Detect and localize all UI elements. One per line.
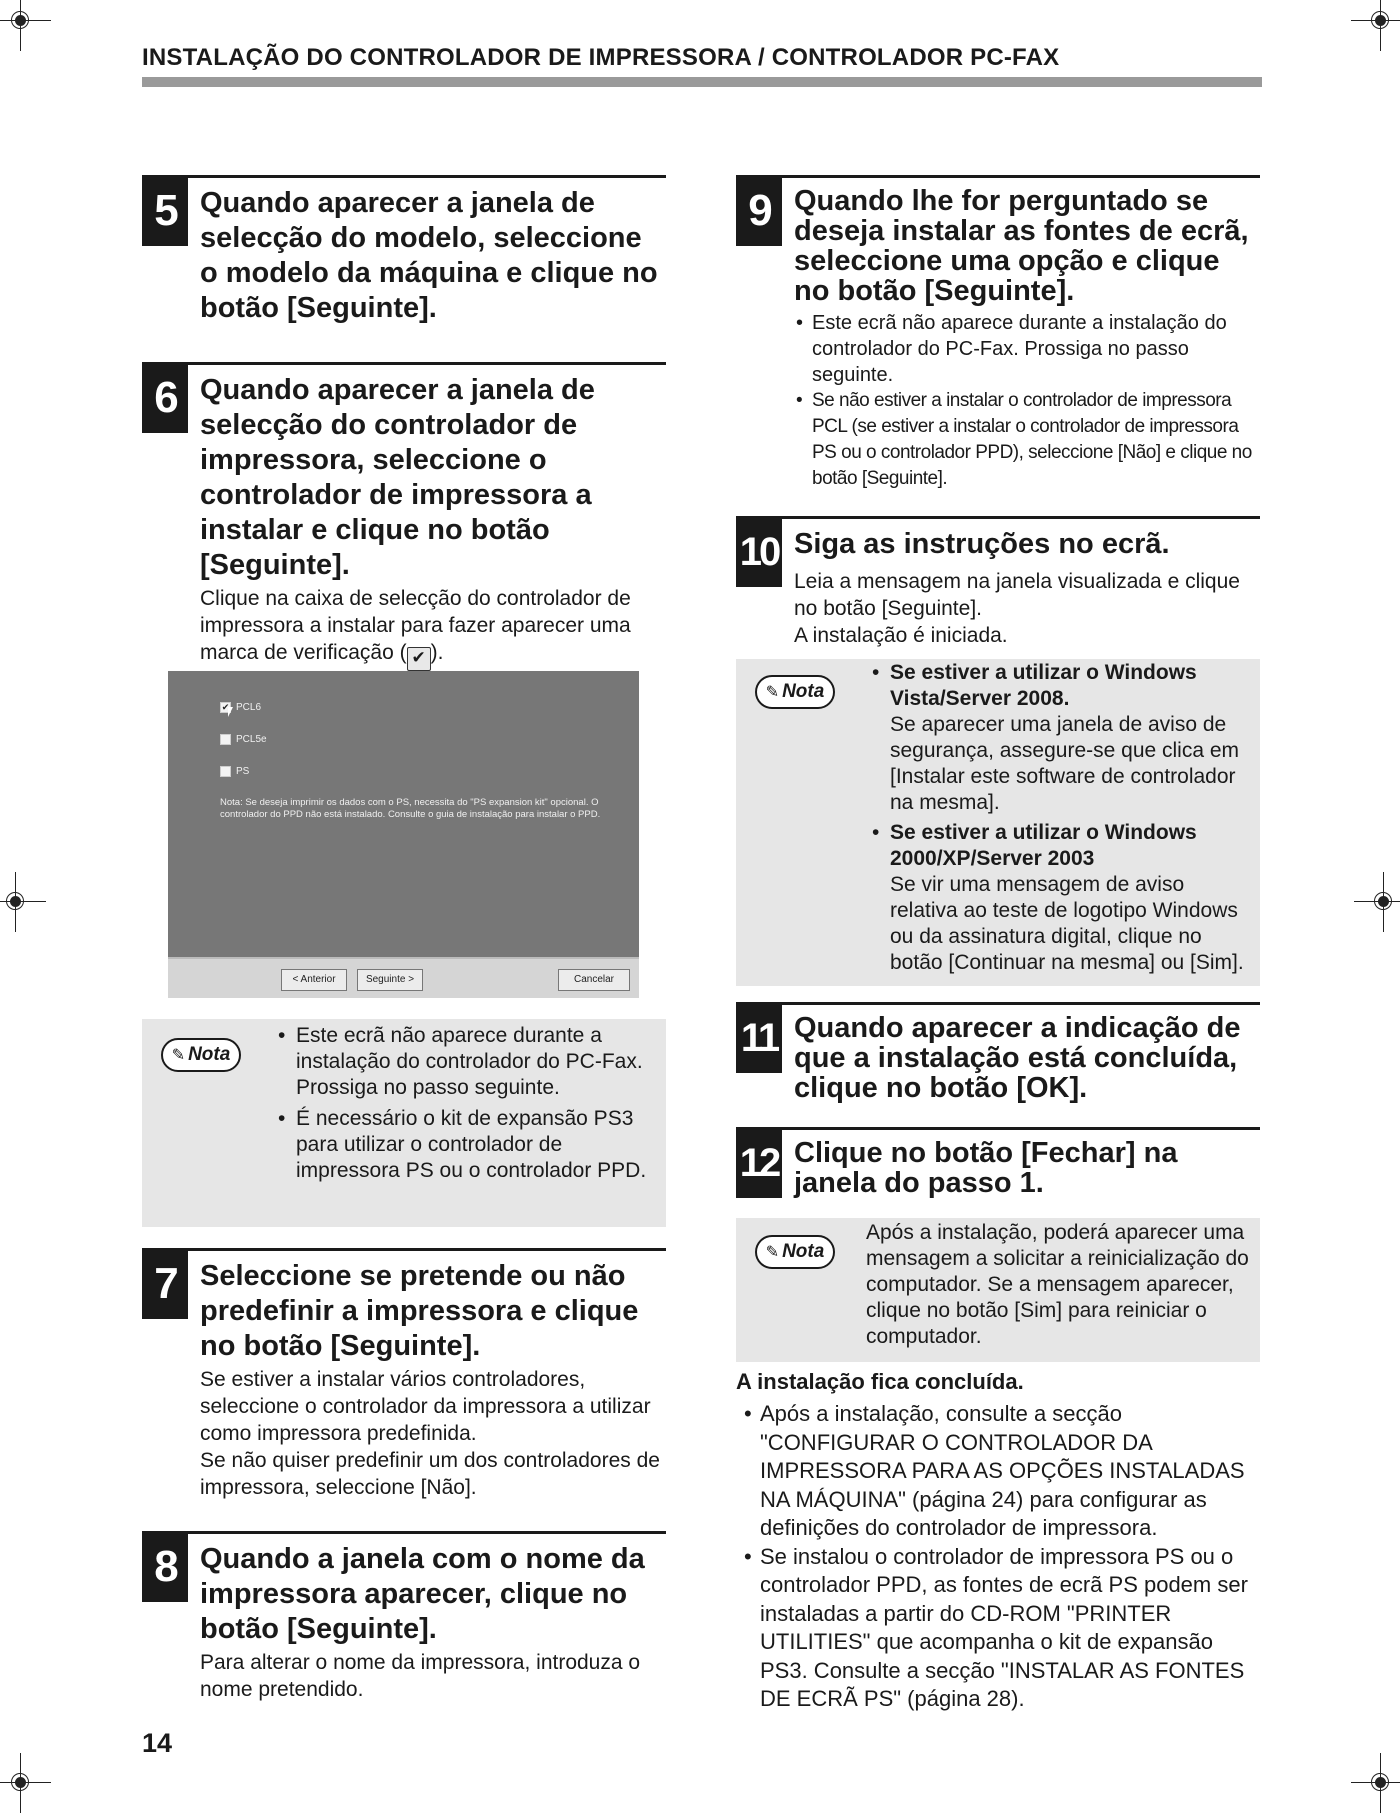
option-pcl6[interactable]: ✔ PCL6 (221, 702, 262, 713)
step-body: Leia a mensagem na janela visualizada e clique no botão [Seguinte]. A instalação é iniciada. (794, 570, 1240, 647)
registration-mark-icon (0, 880, 38, 924)
step-number: 8 (142, 1534, 188, 1602)
note-list (872, 660, 1256, 976)
header-rule (142, 77, 1262, 87)
registration-mark-icon (1359, 0, 1400, 43)
page-number: 14 (142, 1728, 173, 1758)
step-body (796, 310, 1260, 492)
step-title: Siga as instruções no ecrã. (794, 528, 1170, 560)
step-title: Quando aparecer a indicação de que a instalação está concluída, clique no botão [OK]. (794, 1012, 1241, 1104)
step-title: Quando aparecer a janela de selecção do modelo, seleccione o modelo da máquina e clique no botão [Seguinte]. (200, 187, 658, 324)
registration-mark-icon (0, 0, 43, 43)
final-item: • Se instalou o controlador de impressora PS ou o controlador PPD, as fontes de ecrã PS podem ser instaladas a partir do CD-ROM "PRINTER UTILITIES" que acompanha o kit de expansão PS3. Consulte a secção "INSTALAR AS FONTES DE ECRÃ PS" (página 28). (744, 1543, 1260, 1714)
step-8 (142, 1531, 666, 1703)
next-button[interactable]: Seguinte > (357, 969, 423, 991)
final-list (744, 1400, 1260, 1714)
step-title: Quando aparecer a janela de selecção do controlador de impressora, seleccione o controlador de impressora a instalar e clique no botão [Seguinte]. (200, 374, 595, 581)
pencil-icon: ✎ (171, 1047, 186, 1064)
registration-mark-icon (1359, 1761, 1400, 1805)
step-title: Seleccione se pretende ou não predefinir a impressora e clique no botão [Seguinte]. (200, 1260, 639, 1362)
step-body: Para alterar o nome da impressora, introduza o nome pretendido. (200, 1651, 641, 1701)
step-title: Clique no botão [Fechar] na janela do passo 1. (794, 1137, 1178, 1199)
step-number: 7 (142, 1251, 188, 1319)
step-5 (142, 175, 666, 356)
page-header-title: INSTALAÇÃO DO CONTROLADOR DE IMPRESSORA / CONTROLADOR PC-FAX (142, 44, 1060, 71)
pencil-icon: ✎ (765, 1244, 780, 1261)
step-number: 9 (736, 178, 782, 246)
note-box (142, 1019, 666, 1227)
cancel-button[interactable]: Cancelar (558, 969, 630, 991)
final-section (736, 1368, 1260, 1714)
step-title: Quando lhe for perguntado se deseja instalar as fontes de ecrã, seleccione uma opção e clique no botão [Seguinte]. (794, 185, 1249, 307)
step-body: Se estiver a instalar vários controladores, seleccione o controlador da impressora a utilizar como impressora predefinida. Se não quiser predefinir um dos controladores de impressora, seleccione [Não]. (200, 1368, 660, 1499)
installer-content-area (168, 671, 639, 957)
bullet-item: • Este ecrã não aparece durante a instalação do controlador do PC-Fax. Prossiga no passo seguinte. (796, 310, 1260, 388)
bullet-item: • Se não estiver a instalar o controlador de impressora PCL (se estiver a instalar o controlador de impressora PS ou o controlador PPD), seleccione [Não] e clique no botão [Seguinte]. (796, 388, 1260, 492)
bullet-list (796, 310, 1260, 492)
back-button[interactable]: < Anterior (281, 969, 347, 991)
nota-badge: ✎ Nota (755, 1235, 835, 1269)
note-item: • Este ecrã não aparece durante a instalação do controlador do PC-Fax. Prossiga no passo seguinte. (278, 1023, 658, 1101)
step-12 (736, 1127, 1260, 1198)
step-number: 11 (736, 1005, 782, 1073)
note-box (736, 659, 1260, 986)
step-7 (142, 1248, 666, 1531)
nota-badge: ✎ Nota (755, 675, 835, 709)
installer-note: Nota: Se deseja imprimir os dados com o PS, necessita do "PS expansion kit" opcional. O controlador do PPD não está instalado. Consulte o guia de instalação para instalar o PPD. (220, 797, 601, 820)
note-box (736, 1218, 1260, 1362)
registration-mark-icon (1362, 880, 1400, 924)
final-item: • Após a instalação, consulte a secção "CONFIGURAR O CONTROLADOR DA IMPRESSORA PARA AS OPÇÕES INSTALADAS NA MÁQUINA" (página 24) para configurar as definições do controlador de impressora. (744, 1400, 1260, 1543)
step-number: 6 (142, 365, 188, 433)
checkbox-icon (220, 734, 231, 745)
left-column-lower (142, 1248, 666, 1703)
installer-screenshot (168, 671, 639, 996)
checkbox-icon (220, 766, 231, 777)
right-column-lower (736, 1002, 1260, 1198)
final-title: A instalação fica concluída. (736, 1369, 1024, 1394)
note-item: • É necessário o kit de expansão PS3 para utilizar o controlador de impressora PS ou o controlador PPD. (278, 1106, 658, 1184)
registration-mark-icon (0, 1761, 43, 1805)
note-text: Após a instalação, poderá aparecer uma mensagem a solicitar a reinicialização do computador. Se a mensagem aparecer, clique no botão [Sim] para reiniciar o computador. (866, 1221, 1249, 1348)
note-item: • Se estiver a utilizar o Windows Vista/Server 2008. Se aparecer uma janela de aviso de segurança, assegure-se que clica em [Instalar este software de controlador na mesma]. (872, 660, 1256, 816)
pencil-icon: ✎ (765, 684, 780, 701)
step-number: 10 (736, 519, 782, 587)
mouse-cursor-icon (228, 707, 233, 717)
step-11 (736, 1002, 1260, 1127)
step-body: Clique na caixa de selecção do controlador de impressora a instalar para fazer aparecer uma marca de verificação ( ✔ ). (200, 585, 666, 671)
nota-badge: ✎ Nota (161, 1038, 241, 1072)
note-list (278, 1023, 658, 1184)
option-ps[interactable]: PS (220, 766, 249, 777)
step-number: 12 (736, 1130, 782, 1198)
step-title: Quando a janela com o nome da impressora aparecer, clique no botão [Seguinte]. (200, 1543, 645, 1645)
note-item: • Se estiver a utilizar o Windows 2000/XP/Server 2003 Se vir uma mensagem de aviso relativa ao teste de logotipo Windows ou da assinatura digital, clique no botão [Continuar na mesma] ou [Sim]. (872, 820, 1256, 976)
option-pcl5e[interactable]: PCL5e (220, 734, 267, 745)
checkbox-checked-icon: ✔ (221, 702, 230, 712)
step-number: 5 (142, 178, 188, 246)
step-6 (142, 362, 666, 671)
step-9 (736, 175, 1260, 516)
checkmark-icon: ✔ (407, 647, 431, 671)
step-10 (736, 516, 1260, 661)
installer-button-bar (168, 957, 639, 998)
left-column (142, 175, 666, 671)
right-column (736, 175, 1260, 661)
